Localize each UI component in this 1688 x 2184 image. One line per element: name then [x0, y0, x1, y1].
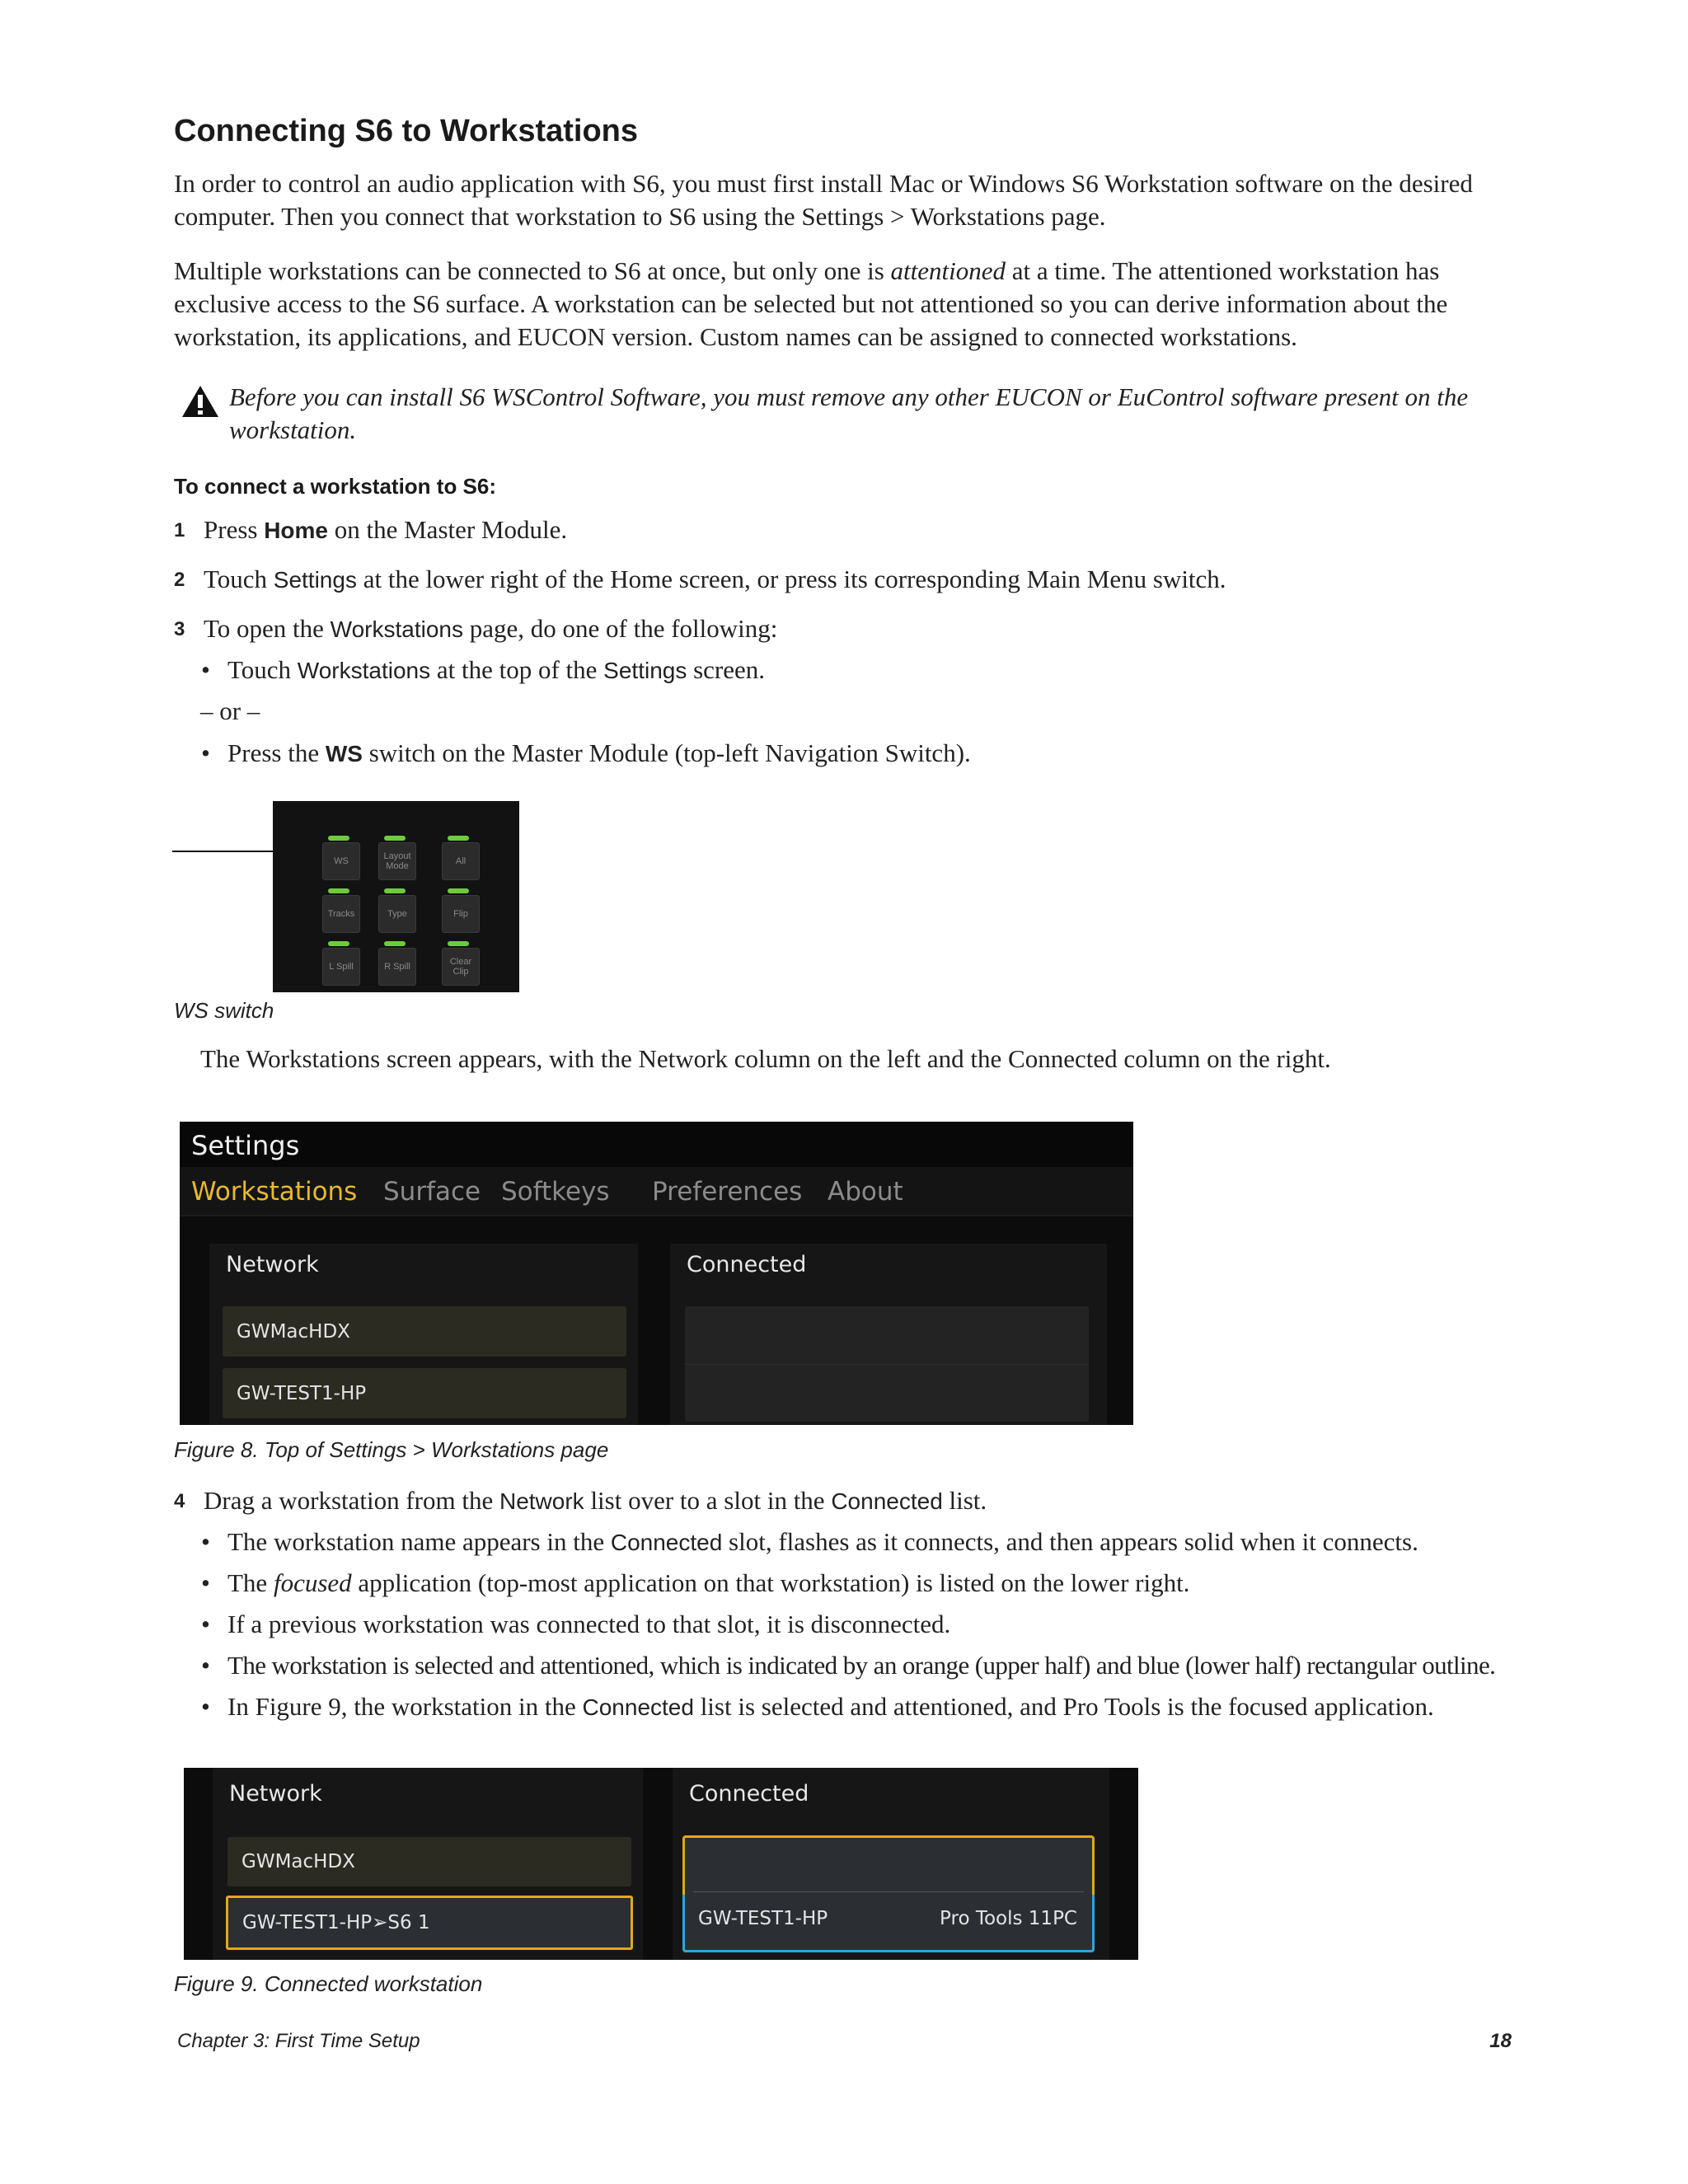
focused-term: focused — [273, 1568, 352, 1597]
step-3-bullet-1 — [227, 654, 765, 687]
s3b2-text-b: switch on the Master Module (top-left Navigation Switch). — [362, 738, 971, 767]
step-number-2: 2 — [174, 569, 185, 591]
settings-header — [180, 1122, 1133, 1167]
attentioned-term: attentioned — [890, 256, 1006, 285]
intro-paragraph-2 — [174, 255, 1517, 354]
network-column — [209, 1244, 638, 1425]
step-4-text-b: list over to a slot in the — [584, 1486, 832, 1515]
led-indicator — [384, 941, 406, 946]
tab-workstations[interactable]: Workstations — [191, 1177, 358, 1207]
step-3-text-b: page, do one of the following: — [462, 614, 778, 643]
step-4-bullet-4: The workstation is selected and attentioned, which is indicated by an orange (upper half) and blue (lower half) rectangular outline. — [227, 1651, 1496, 1680]
tab-about[interactable]: About — [828, 1177, 903, 1207]
step-4-bullet-1 — [227, 1526, 1418, 1559]
s4b1-text-b: slot, flashes as it connects, and then appears solid when it connects. — [722, 1527, 1418, 1556]
bullet-dot: • — [201, 1527, 210, 1556]
slot-divider — [693, 1891, 1084, 1892]
ws-key[interactable]: WS — [322, 842, 360, 880]
step-number-1: 1 — [174, 519, 185, 541]
bullet-dot: • — [201, 1651, 210, 1680]
s3b1-text-b: at the top of the — [430, 655, 604, 684]
led-indicator — [328, 836, 349, 841]
tracks-key[interactable]: Tracks — [322, 895, 360, 933]
type-key[interactable]: Type — [378, 895, 416, 933]
led-indicator — [384, 836, 406, 841]
step-3 — [204, 612, 777, 646]
workstations-ui-term: Workstations — [297, 658, 431, 683]
settings-tabs — [180, 1167, 1133, 1216]
s3b2-text-a: Press the — [227, 738, 326, 767]
step-4-bullet-2 — [227, 1567, 1189, 1600]
workstations-ui-term: Workstations — [330, 616, 463, 642]
tab-surface[interactable]: Surface — [383, 1177, 481, 1207]
led-indicator — [448, 941, 469, 946]
connected-ui-term: Connected — [610, 1530, 723, 1555]
step-4-text-c: list. — [942, 1486, 987, 1515]
led-indicator — [448, 836, 469, 841]
s3b1-text-a: Touch — [227, 655, 298, 684]
connected-workstation-screenshot — [184, 1768, 1138, 1960]
led-indicator — [448, 888, 469, 893]
tab-preferences[interactable]: Preferences — [652, 1177, 803, 1207]
procedure-heading: To connect a workstation to S6: — [174, 474, 497, 499]
led-indicator — [384, 888, 406, 893]
warning-text: Before you can install S6 WSControl Software, you must remove any other EUCON or EuControl software present on the workstation. — [229, 382, 1469, 444]
settings-workstations-screenshot — [180, 1122, 1133, 1425]
slot-divider — [685, 1364, 1089, 1365]
step-1-text-b: on the Master Module. — [328, 515, 568, 544]
settings-title: Settings — [191, 1130, 300, 1161]
bullet-dot: • — [201, 738, 210, 767]
focused-application: Pro Tools 11PC — [940, 1908, 1077, 1929]
or-separator: – or – — [200, 696, 260, 725]
connected-ui-term: Connected — [831, 1488, 943, 1514]
connected-ui-term: Connected — [582, 1694, 694, 1720]
network-title: Network — [226, 1252, 319, 1277]
step-4 — [204, 1484, 987, 1518]
s4b1-text-a: The workstation name appears in the — [227, 1527, 611, 1556]
connected-column — [670, 1244, 1107, 1425]
bullet-dot: • — [201, 1568, 210, 1597]
step-number-3: 3 — [174, 618, 185, 640]
warning-triangle-icon — [181, 384, 220, 419]
step-3-bullet-2 — [227, 737, 971, 771]
step-2 — [204, 563, 1226, 597]
network-title: Network — [229, 1781, 322, 1807]
led-indicator — [328, 941, 349, 946]
intro-text-2a: Multiple workstations can be connected to S6 at once, but only one is — [174, 256, 891, 285]
layout-mode-key[interactable]: Layout Mode — [378, 842, 416, 880]
intro-text-1: In order to control an audio application with S6, you must first install Mac or Windows S6 Workstation software on the desired computer. Then you connect that workstation to S6 using the Settings > Workstations page. — [174, 169, 1473, 231]
l-spill-key[interactable]: L Spill — [322, 948, 360, 986]
network-item[interactable]: GWMacHDX — [227, 1837, 631, 1886]
bullet-dot: • — [201, 1692, 210, 1721]
step-4-bullet-3: If a previous workstation was connected to that slot, it is disconnected. — [227, 1610, 951, 1638]
s4b5-text-b: list is selected and attentioned, and Pro Tools is the focused application. — [693, 1692, 1434, 1721]
intro-paragraph-1 — [174, 167, 1517, 233]
connected-workstation-name: GW-TEST1-HP — [698, 1908, 828, 1929]
step-number-4: 4 — [174, 1490, 185, 1512]
connected-column — [673, 1768, 1109, 1960]
network-item-selected[interactable]: GW-TEST1-HP➢S6 1 — [226, 1896, 633, 1950]
all-key[interactable]: All — [442, 842, 480, 880]
r-spill-key[interactable]: R Spill — [378, 948, 416, 986]
step-1-text-a: Press — [204, 515, 265, 544]
step-4-text-a: Drag a workstation from the — [204, 1486, 499, 1515]
settings-ui-term: Settings — [603, 658, 687, 683]
s4b2-text-b: application (top-most application on that workstation) is listed on the lower right. — [351, 1568, 1190, 1597]
flip-key[interactable]: Flip — [442, 895, 480, 933]
network-item[interactable]: GW-TEST1-HP — [223, 1368, 626, 1418]
footer-chapter: Chapter 3: First Time Setup — [177, 2030, 420, 2052]
connected-title: Connected — [689, 1781, 809, 1807]
after-ws-paragraph: The Workstations screen appears, with the Network column on the left and the Connected column on the right. — [200, 1044, 1331, 1073]
figure-8-caption: Figure 8. Top of Settings > Workstations page — [174, 1437, 609, 1462]
page-title: Connecting S6 to Workstations — [174, 114, 639, 148]
step-1 — [204, 513, 567, 547]
step-2-text-b: at the lower right of the Home screen, or press its corresponding Main Menu switch. — [356, 565, 1226, 593]
ws-switch-panel — [273, 801, 519, 992]
network-column — [213, 1768, 643, 1960]
tab-softkeys[interactable]: Softkeys — [501, 1177, 610, 1207]
intro-text-2b: at a time. The attentioned workstation has exclusive access to the S6 surface. A workstation can be selected but not attentioned so you can derive information about the workstation, its applications, and EUCON version. Custom names can be assigned to connected workstations. — [174, 256, 1448, 351]
figure-9-caption: Figure 9. Connected workstation — [174, 1971, 483, 1996]
home-ui-term: Home — [264, 518, 328, 543]
led-indicator — [328, 888, 349, 893]
connected-title: Connected — [687, 1252, 807, 1277]
bullet-dot: • — [201, 655, 210, 684]
bullet-dot: • — [201, 1610, 210, 1638]
footer-page-number: 18 — [1489, 2030, 1512, 2052]
network-ui-term: Network — [499, 1488, 584, 1514]
ws-figure-caption: WS switch — [174, 998, 274, 1023]
step-4-bullet-5 — [227, 1690, 1434, 1724]
network-item[interactable]: GWMacHDX — [223, 1306, 626, 1357]
settings-ui-term: Settings — [273, 567, 357, 593]
step-2-text-a: Touch — [204, 565, 274, 593]
s4b2-text-a: The — [227, 1568, 274, 1597]
s4b5-text-a: In Figure 9, the workstation in the — [227, 1692, 583, 1721]
connected-slot-attentioned[interactable] — [682, 1835, 1095, 1952]
clear-clip-key[interactable]: Clear Clip — [442, 948, 480, 986]
step-3-text-a: To open the — [204, 614, 331, 643]
s3b1-text-c: screen. — [687, 655, 766, 684]
ws-ui-term: WS — [325, 741, 363, 766]
